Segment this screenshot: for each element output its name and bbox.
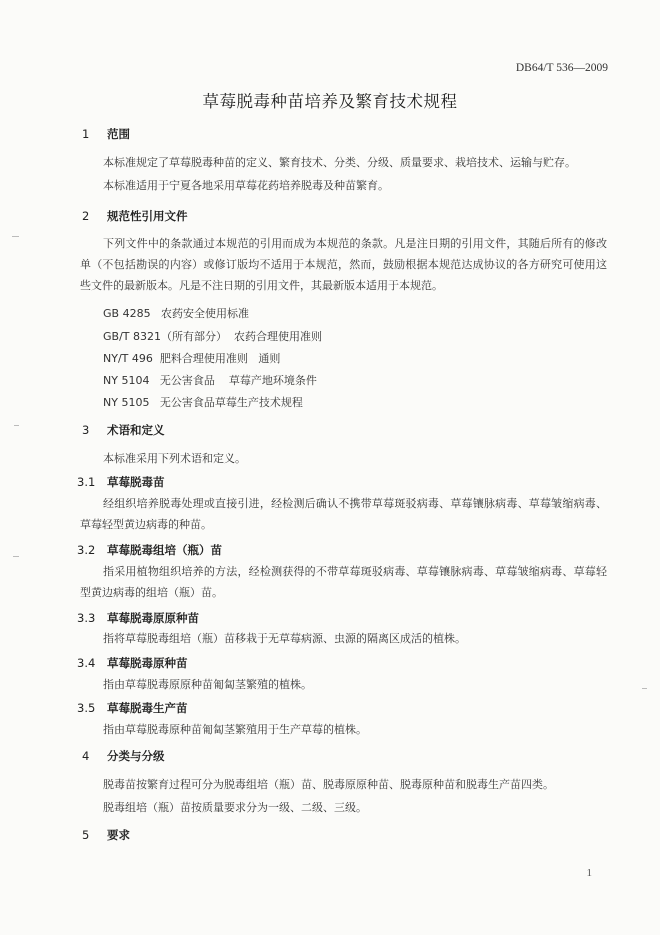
paragraph: 指将草莓脱毒组培（瓶）苗移栽于无草莓病源、虫源的隔离区成活的植株。: [103, 632, 466, 645]
section-number: 3: [82, 423, 90, 437]
section-number: 3.4: [77, 656, 96, 670]
reference-item: NY/T 496 肥料合理使用准则 通则: [103, 352, 281, 365]
subsection-3-3-heading: [77, 610, 199, 626]
section-number: 2: [82, 209, 90, 223]
section-5-heading: [82, 827, 130, 843]
paragraph: 指由草莓脱毒原原种苗匍匐茎繁殖的植株。: [103, 678, 312, 691]
section-number: 1: [82, 127, 90, 141]
subsection-3-5-heading: [77, 700, 188, 716]
section-title: 分类与分级: [107, 749, 165, 763]
section-3-heading: [82, 422, 165, 438]
paragraph: 指由草莓脱毒原种苗匍匐茎繁殖用于生产草莓的植株。: [103, 723, 367, 736]
section-number: 3.5: [77, 701, 96, 715]
reference-item: NY 5104 无公害食品 草莓产地环境条件: [103, 374, 317, 387]
paragraph: 本标准适用于宁夏各地采用草莓花药培养脱毒及种苗繁育。: [103, 179, 389, 192]
section-title: 规范性引用文件: [107, 209, 188, 223]
section-title: 草莓脱毒苗: [107, 475, 165, 489]
section-title: 术语和定义: [107, 423, 165, 437]
section-2-heading: [82, 208, 188, 224]
scan-mark: [12, 236, 19, 237]
reference-item: NY 5105 无公害食品草莓生产技术规程: [103, 396, 303, 409]
subsection-3-4-heading: [77, 655, 188, 671]
section-title: 范围: [107, 127, 130, 141]
document-title: 草莓脱毒种苗培养及繁育技术规程: [202, 92, 458, 111]
paragraph: 下列文件中的条款通过本规范的引用而成为本规范的条款。凡是注日期的引用文件，其随后所有的修改单（不包括勘误的内容）或修订版均不适用于本规范，然而，鼓励根据本规范达成协议的各方研究可使用这些文件的最新版本。凡是不注日期的引用文件，其最新版本适用于本规范。: [80, 237, 607, 292]
paragraph: 脱毒组培（瓶）苗按质量要求分为一级、二级、三级。: [103, 801, 367, 814]
section-title: 草莓脱毒生产苗: [107, 701, 188, 715]
section-1-heading: [82, 126, 130, 142]
paragraph: 经组织培养脱毒处理或直接引进，经检测后确认不携带草莓斑驳病毒、草莓镶脉病毒、草莓皱缩病毒、草莓轻型黄边病毒的种苗。: [80, 497, 607, 531]
section-number: 4: [82, 749, 90, 763]
subsection-3-1-heading: [77, 474, 165, 490]
standard-code: DB64/T 536—2009: [515, 62, 608, 74]
subsection-3-2-heading: [77, 542, 222, 558]
paragraph: 本标准采用下列术语和定义。: [103, 452, 246, 465]
section-number: 3.3: [77, 611, 96, 625]
reference-item: GB 4285 农药安全使用标准: [103, 307, 250, 320]
paragraph: 本标准规定了草莓脱毒种苗的定义、繁育技术、分类、分级、质量要求、栽培技术、运输与贮存。: [103, 156, 576, 169]
scan-mark: [642, 688, 647, 689]
scan-mark: [13, 556, 19, 557]
section-number: 5: [82, 828, 90, 842]
section-title: 草莓脱毒原原种苗: [107, 611, 199, 625]
section-number: 3.1: [77, 475, 96, 489]
section-number: 3.2: [77, 543, 96, 557]
section-title: 草莓脱毒原种苗: [107, 656, 188, 670]
reference-item: GB/T 8321（所有部分） 农药合理使用准则: [103, 330, 322, 343]
section-title: 草莓脱毒组培（瓶）苗: [107, 543, 222, 557]
section-4-heading: [82, 748, 165, 764]
section-title: 要求: [107, 828, 130, 842]
paragraph: 脱毒苗按繁育过程可分为脱毒组培（瓶）苗、脱毒原原种苗、脱毒原种苗和脱毒生产苗四类。: [103, 778, 554, 791]
paragraph: 指采用植物组织培养的方法，经检测获得的不带草莓斑驳病毒、草莓镶脉病毒、草莓皱缩病毒、草莓轻型黄边病毒的组培（瓶）苗。: [80, 565, 607, 599]
scan-mark: [14, 425, 19, 426]
page-number: 1: [586, 867, 592, 879]
